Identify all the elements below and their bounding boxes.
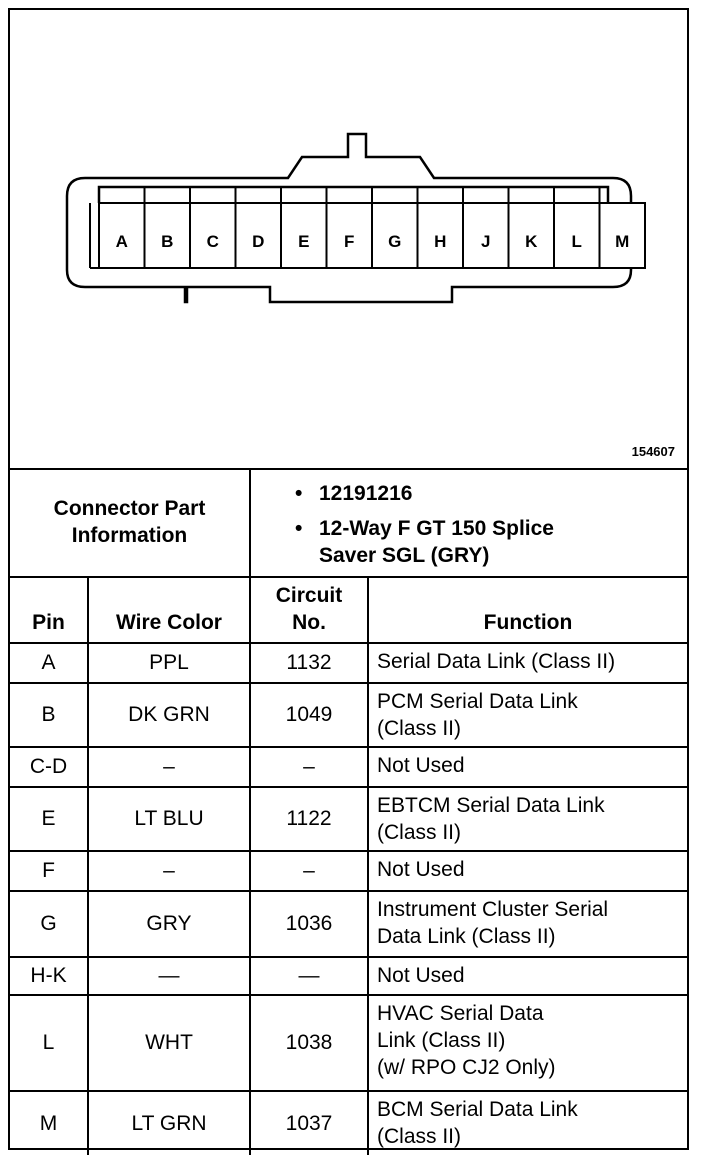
function-cell	[368, 891, 687, 957]
connector-face-drawing	[10, 10, 687, 466]
wire-color-cell: –	[88, 747, 250, 787]
pin-label-h: H	[434, 232, 447, 251]
wire-color-cell: DK GRN	[88, 683, 250, 747]
pin-cell: B	[10, 683, 88, 747]
header-wire-color: Wire Color	[88, 576, 250, 643]
wire-color-cell: LT BLU	[88, 787, 250, 851]
pin-label-m: M	[615, 232, 630, 251]
pin-label-d: D	[252, 232, 265, 251]
wire-color-cell: –	[88, 851, 250, 891]
function-cell	[368, 747, 687, 787]
part-info-item	[251, 515, 681, 569]
circuit-cell: –	[250, 747, 368, 787]
pin-cell: C-D	[10, 747, 88, 787]
header-circuit-line2: No.	[292, 611, 326, 634]
header-pin: Pin	[10, 576, 88, 643]
bullet-icon: •	[295, 517, 303, 540]
table-row	[10, 995, 687, 1091]
function-line: BCM Serial Data Link	[377, 1098, 578, 1121]
wire-color-cell: —	[88, 957, 250, 995]
pin-label-k: K	[525, 232, 538, 251]
function-line: PCM Serial Data Link	[377, 690, 578, 713]
function-line: Not Used	[377, 858, 465, 881]
header-function: Function	[368, 576, 687, 643]
circuit-cell: —	[250, 957, 368, 995]
wire-color-cell: PPL	[88, 643, 250, 683]
function-cell	[368, 957, 687, 995]
function-cell	[368, 851, 687, 891]
wire-color-cell: LT GRN	[88, 1091, 250, 1155]
function-line: Not Used	[377, 964, 465, 987]
pin-label-f: F	[344, 232, 355, 251]
pin-label-l: L	[571, 232, 582, 251]
pin-label-b: B	[161, 232, 174, 251]
pin-cell: M	[10, 1091, 88, 1155]
function-cell	[368, 995, 687, 1091]
pin-label-c: C	[206, 232, 219, 251]
circuit-cell: 1036	[250, 891, 368, 957]
function-line: HVAC Serial Data	[377, 1002, 544, 1025]
function-cell	[368, 643, 687, 683]
function-line: (w/ RPO CJ2 Only)	[377, 1056, 556, 1079]
circuit-cell: 1038	[250, 995, 368, 1091]
pin-cell: A	[10, 643, 88, 683]
circuit-cell: –	[250, 851, 368, 891]
part-info-label	[10, 468, 251, 576]
function-line: EBTCM Serial Data Link	[377, 794, 605, 817]
pin-cell: L	[10, 995, 88, 1091]
function-cell	[368, 787, 687, 851]
circuit-cell: 1037	[250, 1091, 368, 1155]
figure-id: 154607	[631, 444, 675, 459]
function-cell	[368, 683, 687, 747]
pin-label-a: A	[115, 232, 128, 251]
wire-color-cell: GRY	[88, 891, 250, 957]
circuit-cell: 1049	[250, 683, 368, 747]
table-row	[10, 957, 687, 995]
pin-cell: E	[10, 787, 88, 851]
bullet-icon: •	[295, 482, 303, 505]
connector-diagram	[10, 10, 687, 470]
part-info-label-line2: Information	[71, 524, 188, 547]
connector-sheet	[8, 8, 689, 1150]
function-line: Serial Data Link (Class II)	[377, 650, 616, 673]
part-info-label-line1: Connector Part	[53, 497, 206, 520]
table-row	[10, 643, 687, 683]
function-line: (Class II)	[377, 1125, 461, 1148]
function-cell	[368, 1091, 687, 1155]
header-circuit	[250, 576, 368, 643]
part-number: 12191216	[319, 482, 413, 505]
function-line: Link (Class II)	[377, 1029, 506, 1052]
pin-cell: H-K	[10, 957, 88, 995]
pin-label-j: J	[481, 232, 491, 251]
connector-part-info	[10, 468, 687, 578]
table-row	[10, 891, 687, 957]
circuit-cell: 1132	[250, 643, 368, 683]
pin-cell: G	[10, 891, 88, 957]
pinout-table	[10, 576, 687, 1155]
table-row	[10, 851, 687, 891]
table-row	[10, 747, 687, 787]
function-line: Not Used	[377, 754, 465, 777]
table-row	[10, 787, 687, 851]
pin-label-g: G	[388, 232, 402, 251]
wire-color-cell: WHT	[88, 995, 250, 1091]
part-description-line2: Saver SGL (GRY)	[319, 544, 490, 567]
function-line: (Class II)	[377, 821, 461, 844]
pin-cavities	[99, 187, 645, 268]
pin-cell: F	[10, 851, 88, 891]
table-header-row	[10, 576, 687, 643]
part-info-item	[251, 480, 681, 507]
circuit-cell: 1122	[250, 787, 368, 851]
pin-label-e: E	[298, 232, 310, 251]
table-row	[10, 1091, 687, 1155]
function-line: Data Link (Class II)	[377, 925, 556, 948]
table-row	[10, 683, 687, 747]
part-info-list	[251, 480, 681, 577]
function-line: (Class II)	[377, 717, 461, 740]
part-description-line1: 12-Way F GT 150 Splice	[319, 517, 554, 540]
function-line: Instrument Cluster Serial	[377, 898, 609, 921]
header-circuit-line1: Circuit	[275, 584, 343, 607]
